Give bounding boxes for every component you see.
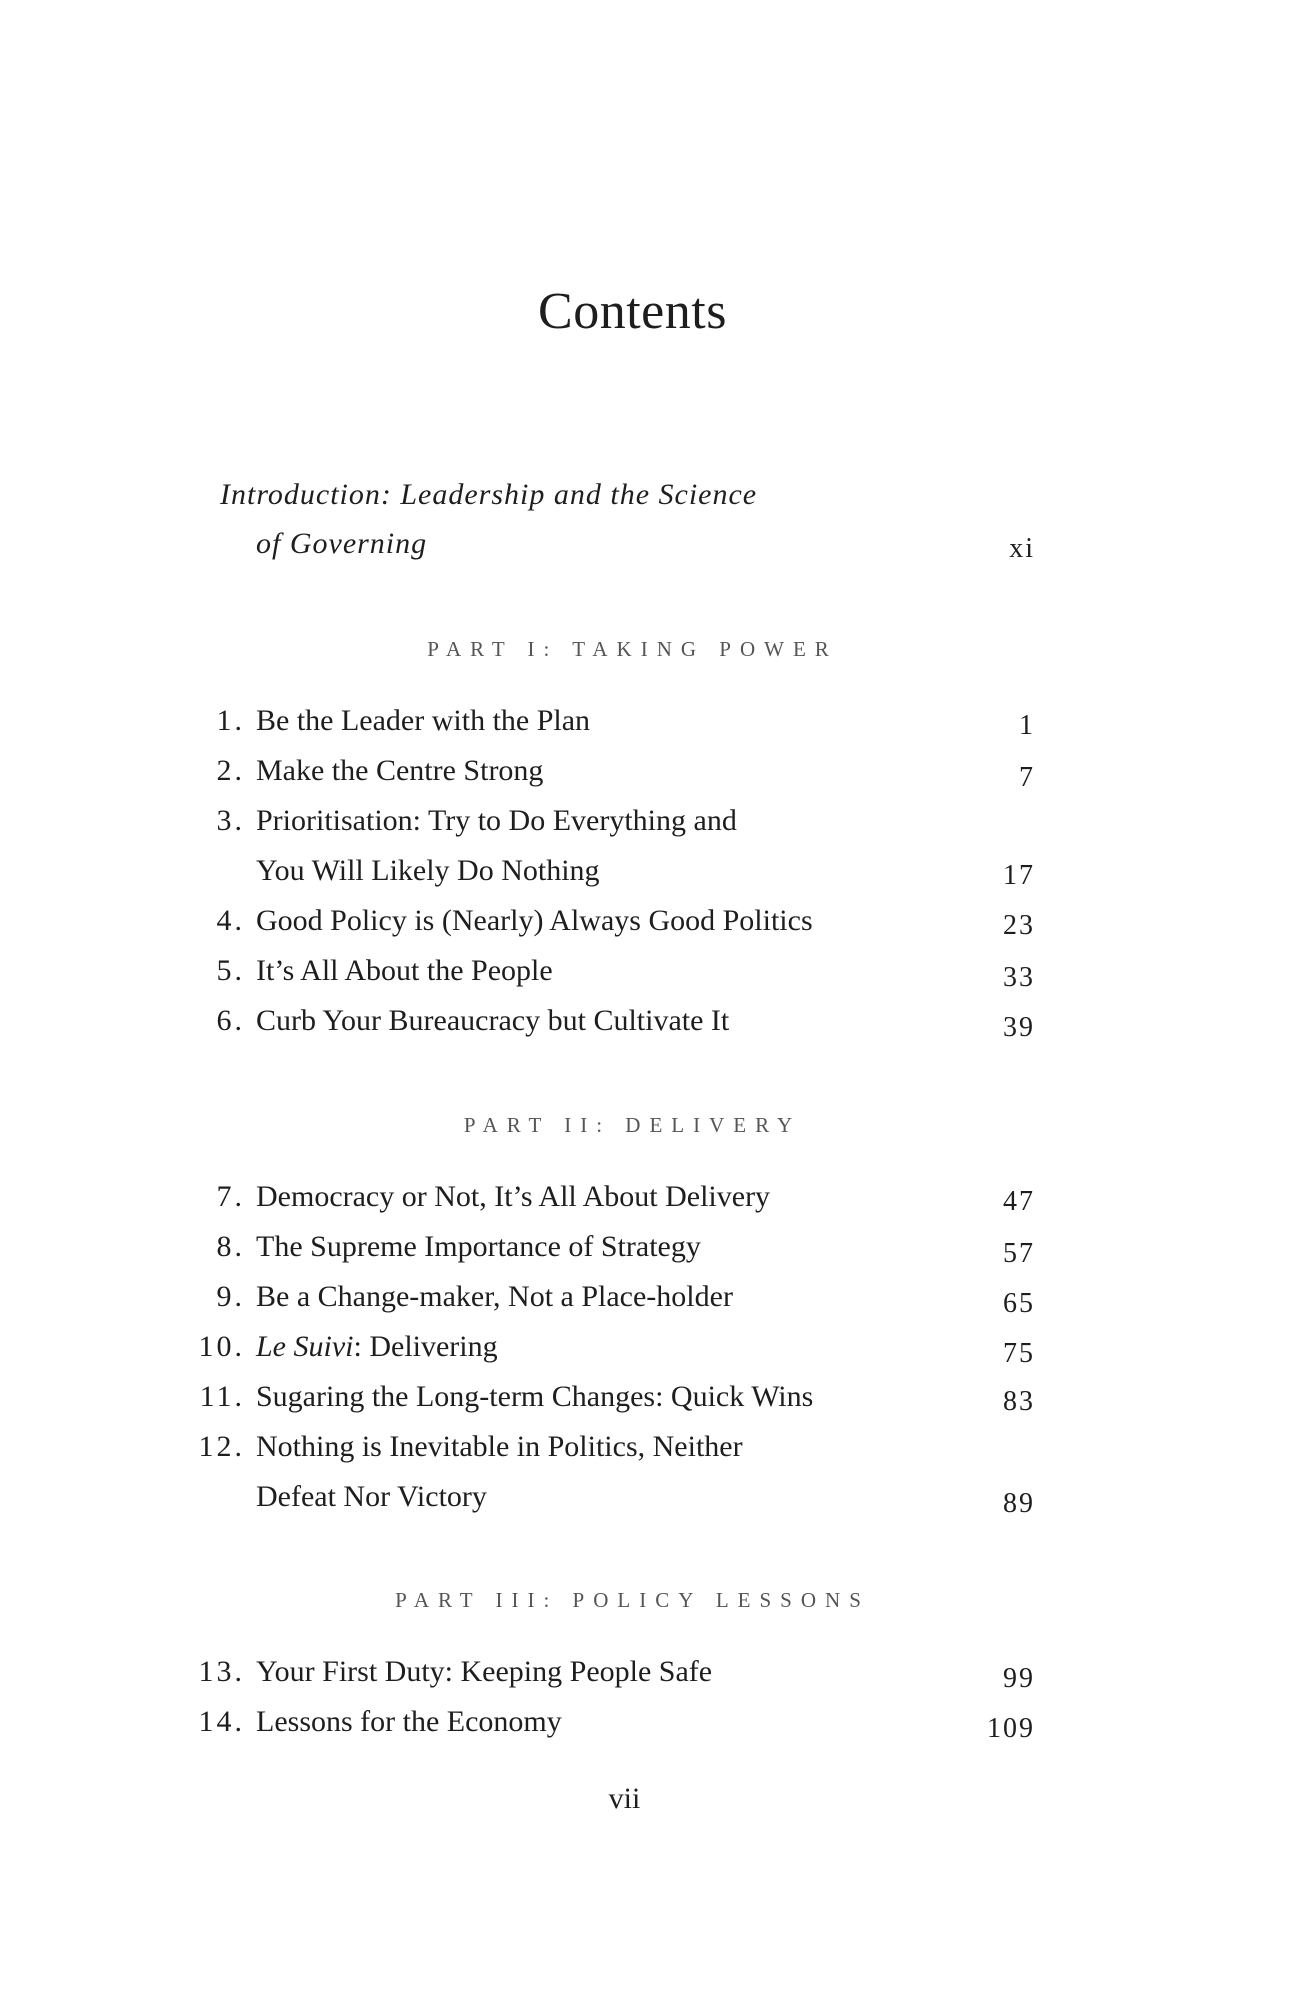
- chapter-page-number: 109: [987, 1713, 1035, 1744]
- chapter-page-number: 7: [1019, 762, 1035, 793]
- chapter-title: Your First Duty: Keeping People Safe: [256, 1655, 713, 1688]
- intro-page-number: xi: [1009, 533, 1035, 564]
- chapter-title: Prioritisation: Try to Do Everything and: [256, 804, 737, 837]
- chapter-title-continued: You Will Likely Do Nothing: [256, 854, 600, 887]
- page-title: Contents: [538, 283, 727, 340]
- chapter-number: 2.: [216, 754, 245, 787]
- chapter-title-rest: : Delivering: [353, 1330, 498, 1363]
- chapter-page-number: 23: [1003, 910, 1035, 941]
- intro-title-line1: Introduction: Leadership and the Science: [220, 478, 758, 511]
- part-heading: PART II: DELIVERY: [463, 1113, 802, 1137]
- chapter-page-number: 83: [1003, 1386, 1035, 1417]
- chapter-title: Lessons for the Economy: [256, 1705, 562, 1738]
- chapter-page-number: 47: [1003, 1186, 1035, 1217]
- chapter-page-number: 17: [1003, 860, 1035, 891]
- chapter-number: 4.: [216, 904, 245, 937]
- chapter-page-number: 39: [1003, 1012, 1035, 1043]
- chapter-title: Good Policy is (Nearly) Always Good Politics: [256, 904, 813, 937]
- chapter-number: 6.: [216, 1004, 245, 1037]
- chapter-number: 5.: [216, 954, 245, 987]
- chapter-page-number: 57: [1003, 1238, 1035, 1269]
- chapter-title: Sugaring the Long-term Changes: Quick Wins: [256, 1380, 814, 1413]
- chapter-number: 1.: [216, 704, 245, 737]
- chapter-number: 10.: [198, 1330, 245, 1363]
- chapter-page-number: 33: [1003, 962, 1035, 993]
- chapter-title: Curb Your Bureaucracy but Cultivate It: [256, 1004, 730, 1037]
- chapter-number: 14.: [198, 1705, 245, 1738]
- part-heading: PART I: TAKING POWER: [427, 637, 838, 661]
- chapter-title: Democracy or Not, It’s All About Delivery: [256, 1180, 771, 1213]
- chapter-title: Make the Centre Strong: [256, 754, 544, 787]
- chapter-number: 11.: [199, 1380, 245, 1413]
- chapter-number: 12.: [198, 1430, 245, 1463]
- chapter-number: 8.: [216, 1230, 245, 1263]
- chapter-page-number: 65: [1003, 1288, 1035, 1319]
- chapter-title-italic: Le Suivi: [256, 1330, 354, 1363]
- chapter-number: 7.: [216, 1180, 245, 1213]
- chapter-title: The Supreme Importance of Strategy: [256, 1230, 701, 1263]
- intro-title-line2: of Governing: [256, 527, 428, 560]
- chapter-title: Be the Leader with the Plan: [256, 704, 591, 737]
- page-folio: vii: [608, 1782, 641, 1815]
- chapter-title: Nothing is Inevitable in Politics, Neither: [256, 1430, 743, 1463]
- chapter-number: 3.: [216, 804, 245, 837]
- part-heading: PART III: POLICY LESSONS: [395, 1588, 870, 1612]
- chapter-page-number: 75: [1003, 1338, 1035, 1369]
- chapter-page-number: 99: [1003, 1663, 1035, 1694]
- chapter-page-number: 89: [1003, 1488, 1035, 1519]
- chapter-title: [256, 1330, 498, 1364]
- chapter-number: 9.: [216, 1280, 245, 1313]
- chapter-page-number: 1: [1019, 710, 1035, 741]
- chapter-title-continued: Defeat Nor Victory: [256, 1480, 487, 1513]
- chapter-title: Be a Change-maker, Not a Place-holder: [256, 1280, 733, 1313]
- chapter-title: It’s All About the People: [256, 954, 553, 987]
- chapter-number: 13.: [198, 1655, 245, 1688]
